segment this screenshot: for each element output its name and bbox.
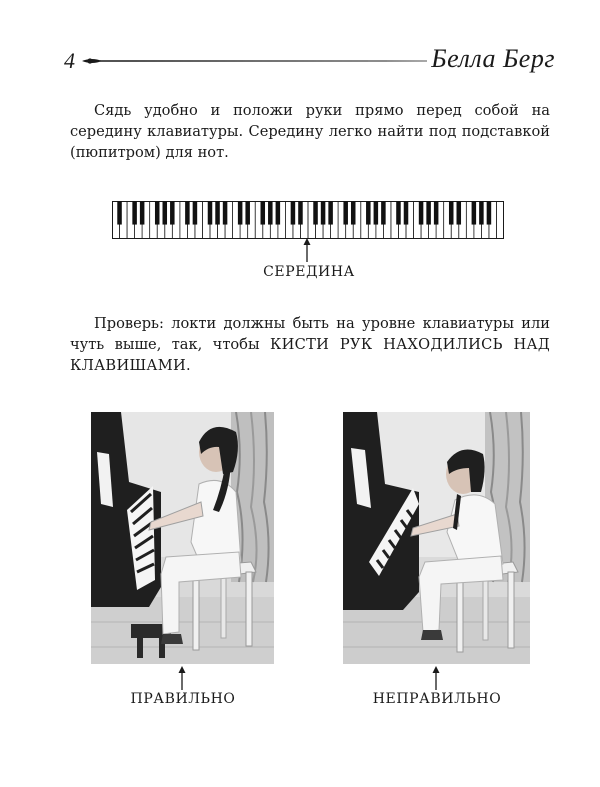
black-key (117, 201, 122, 225)
black-key (321, 201, 326, 225)
black-key (487, 201, 492, 225)
black-key (223, 201, 228, 225)
black-key (208, 201, 213, 225)
check-paragraph (70, 313, 550, 376)
black-key (374, 201, 379, 225)
wrong-arrow-icon (430, 666, 442, 690)
black-key (268, 201, 273, 225)
photo-correct-posture (91, 412, 274, 664)
black-key (276, 201, 281, 225)
intro-paragraph (70, 100, 550, 163)
black-key (343, 201, 348, 225)
middle-arrow-icon (301, 238, 313, 262)
author-name: Белла Берг (431, 44, 555, 73)
page-header (60, 44, 555, 74)
black-key (472, 201, 477, 225)
check-text (70, 313, 550, 376)
black-key (426, 201, 431, 225)
black-key (313, 201, 318, 225)
piano-keyboard-diagram (112, 201, 504, 239)
black-key (245, 201, 250, 225)
wrong-label: НЕПРАВИЛЬНО (372, 691, 502, 707)
black-key (396, 201, 401, 225)
black-key (132, 201, 137, 225)
check-text-caps: КИСТИ РУК НАХОДИЛИСЬ НАД КЛАВИШАМИ. (70, 336, 550, 374)
intro-text: Сядь удобно и положи руки прямо перед собой на середину клавиатуры. Середину легко найти под подставкой (пюпитром) для нот. (70, 102, 550, 161)
check-text-start: Проверь: локти должны быть на уровне клавиатуры или чуть выше, так, чтобы (70, 315, 550, 353)
black-key (163, 201, 168, 225)
black-key (419, 201, 424, 225)
correct-arrow-icon (176, 666, 188, 690)
page-number: 4 (64, 48, 75, 73)
black-key (298, 201, 303, 225)
black-key (328, 201, 333, 225)
black-key (449, 201, 454, 225)
black-key (238, 201, 243, 225)
black-key (457, 201, 462, 225)
correct-label: ПРАВИЛЬНО (130, 691, 236, 707)
black-key (215, 201, 220, 225)
black-key (170, 201, 175, 225)
black-key (193, 201, 198, 225)
black-key (479, 201, 484, 225)
black-key (185, 201, 190, 225)
black-key (381, 201, 386, 225)
black-key (291, 201, 296, 225)
black-key (366, 201, 371, 225)
black-key (155, 201, 160, 225)
black-key (434, 201, 439, 225)
photo-incorrect-posture (343, 412, 530, 664)
black-key (351, 201, 356, 225)
header-decorative-rule (82, 56, 427, 66)
middle-label: СЕРЕДИНА (263, 264, 355, 280)
black-key (261, 201, 266, 225)
black-key (404, 201, 409, 225)
black-key (140, 201, 145, 225)
